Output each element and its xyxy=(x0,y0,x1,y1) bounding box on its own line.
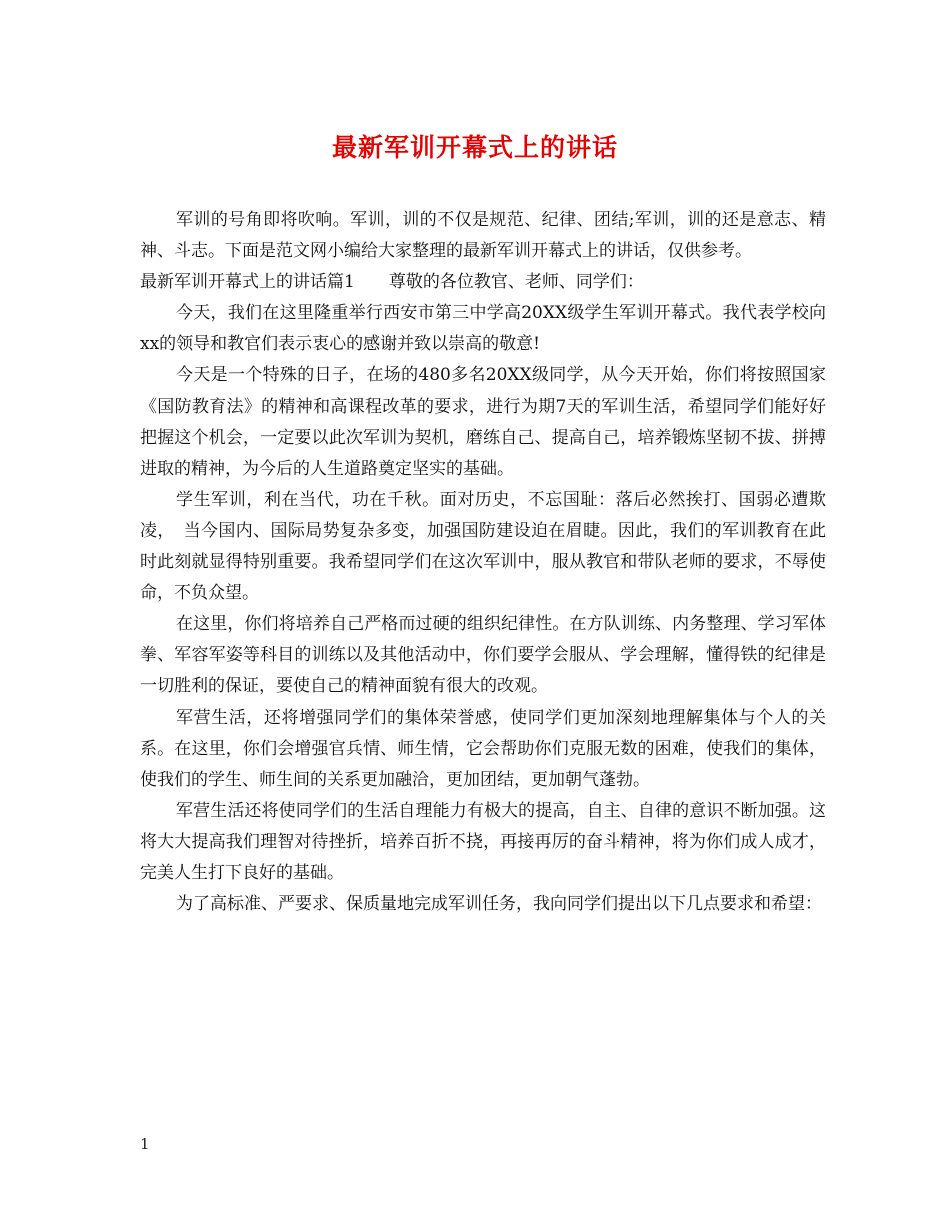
body-paragraph-2: 今天是一个特殊的日子，在场的480多名20XX级同学，从今天开始，你们将按照国家《国防教育法》的精神和高课程改革的要求，进行为期7天的军训生活，希望同学们能好好把握这个机会，一定要以此次军训为契机，磨练自己、提高自己，培养锻炼坚韧不拔、拼搏进取的精神，为今后的人生道路奠定坚实的基础。 xyxy=(140,365,826,479)
document-body xyxy=(140,205,826,920)
body-paragraph-7: 为了高标准、严要求、保质量地完成军训任务，我向同学们提出以下几点要求和希望： xyxy=(176,894,822,915)
intro-paragraph: 军训的号角即将吹响。军训，训的不仅是规范、纪律、团结;军训，训的还是意志、精神、斗志。下面是范文网小编给大家整理的最新军训开幕式上的讲话，仅供参考。 xyxy=(140,210,826,262)
body-paragraph-4: 在这里，你们将培养自己严格而过硬的组织纪律性。在方队训练、内务整理、学习军体拳、军容军姿等科目的训练以及其他活动中，你们要学会服从、学会理解，懂得铁的纪律是一切胜利的保证，要使自己的精神面貌有很大的改观。 xyxy=(140,614,826,697)
body-paragraph-3: 学生军训，利在当代，功在千秋。面对历史，不忘国耻：落后必然挨打、国弱必遭欺凌， 当今国内、国际局势复杂多变，加强国防建设迫在眉睫。因此，我们的军训教育在此时此刻就显得特别重要。我希望同学们在这次军训中，服从教官和带队老师的要求，不辱使命，不负众望。 xyxy=(140,489,826,604)
body-paragraph-5: 军营生活，还将增强同学们的集体荣誉感，使同学们更加深刻地理解集体与个人的关系。在这里，你们会增强官兵情、师生情，它会帮助你们克服无数的困难，使我们的集体，使我们的学生、师生间的关系更加融洽，更加团结，更加朝气蓬勃。 xyxy=(140,707,826,790)
body-paragraph-6: 军营生活还将使同学们的生活自理能力有极大的提高，自主、自律的意识不断加强。这将大大提高我们理智对待挫折，培养百折不挠，再接再厉的奋斗精神，将为你们成人成才，完美人生打下良好的基础。 xyxy=(140,800,826,883)
section-heading: 最新军训开幕式上的讲话篇1 尊敬的各位教官、老师、同学们： xyxy=(140,272,644,293)
document-title: 最新军训开幕式上的讲话 xyxy=(331,133,618,162)
body-paragraph-1: 今天，我们在这里隆重举行西安市第三中学高20XX级学生军训开幕式。我代表学校向xx的领导和教官们表示衷心的感谢并致以崇高的敬意! xyxy=(140,303,826,355)
page-number: 1 xyxy=(140,1135,150,1153)
